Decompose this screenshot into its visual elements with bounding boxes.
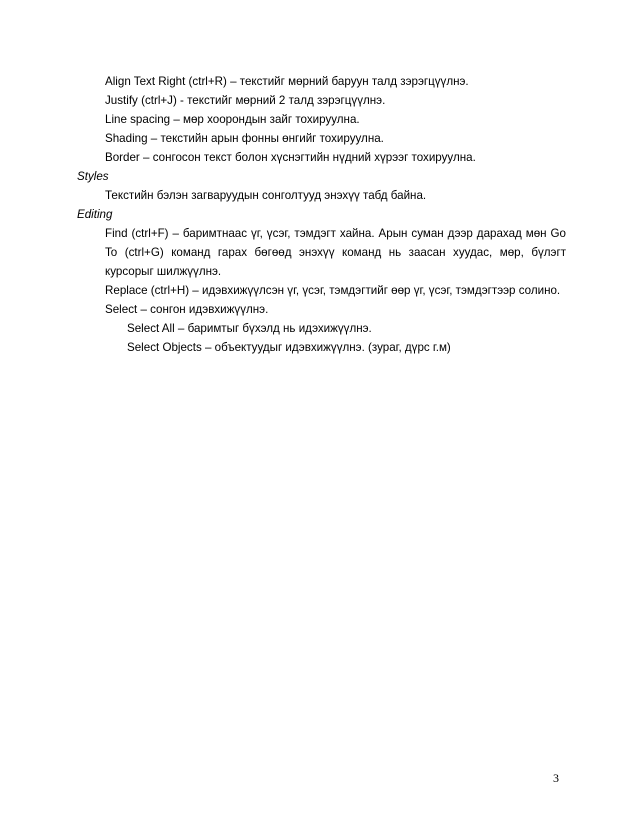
find-paragraph: Find (ctrl+F) – баримтнаас үг, үсэг, тэмдэгт хайна. Арын суман дээр дарахад мөн Go To (ctrl+G) команд гарах бөгөөд энэхүү команд нь заасан хуудас, мөр, бүлэгт курсорыг шилжүүлнэ.	[105, 227, 566, 278]
line-spacing-line: Line spacing – мөр хоорондын зайг тохируулна.	[105, 113, 360, 126]
page-number: 3	[553, 771, 559, 785]
select-all-line: Select All – баримтыг бүхэлд нь идэхижүүлнэ.	[127, 322, 372, 335]
editing-heading: Editing	[77, 208, 113, 221]
replace-line: Replace (ctrl+H) – идэвхижүүлсэн үг, үсэг, тэмдэгтийг өөр үг, үсэг, тэмдэгтээр солино.	[105, 284, 561, 297]
select-line: Select – сонгон идэвхижүүлнэ.	[105, 303, 269, 316]
document-body	[77, 72, 566, 357]
shading-line: Shading – текстийн арын фонны өнгийг тохируулна.	[105, 132, 384, 145]
align-right-line: Align Text Right (ctrl+R) – текстийг мөрний баруун талд зэрэгцүүлнэ.	[105, 75, 469, 88]
border-line: Border – сонгосон текст болон хүснэгтийн нүдний хүрээг тохируулна.	[105, 151, 476, 164]
styles-description: Текстийн бэлэн загваруудын сонголтууд энэхүү табд байна.	[105, 189, 427, 202]
justify-line: Justify (ctrl+J) - текстийг мөрний 2 талд зэрэгцүүлнэ.	[105, 94, 386, 107]
select-objects-line: Select Objects – объектуудыг идэвхижүүлнэ. (зураг, дүрс г.м)	[127, 341, 451, 354]
styles-heading: Styles	[77, 170, 109, 183]
